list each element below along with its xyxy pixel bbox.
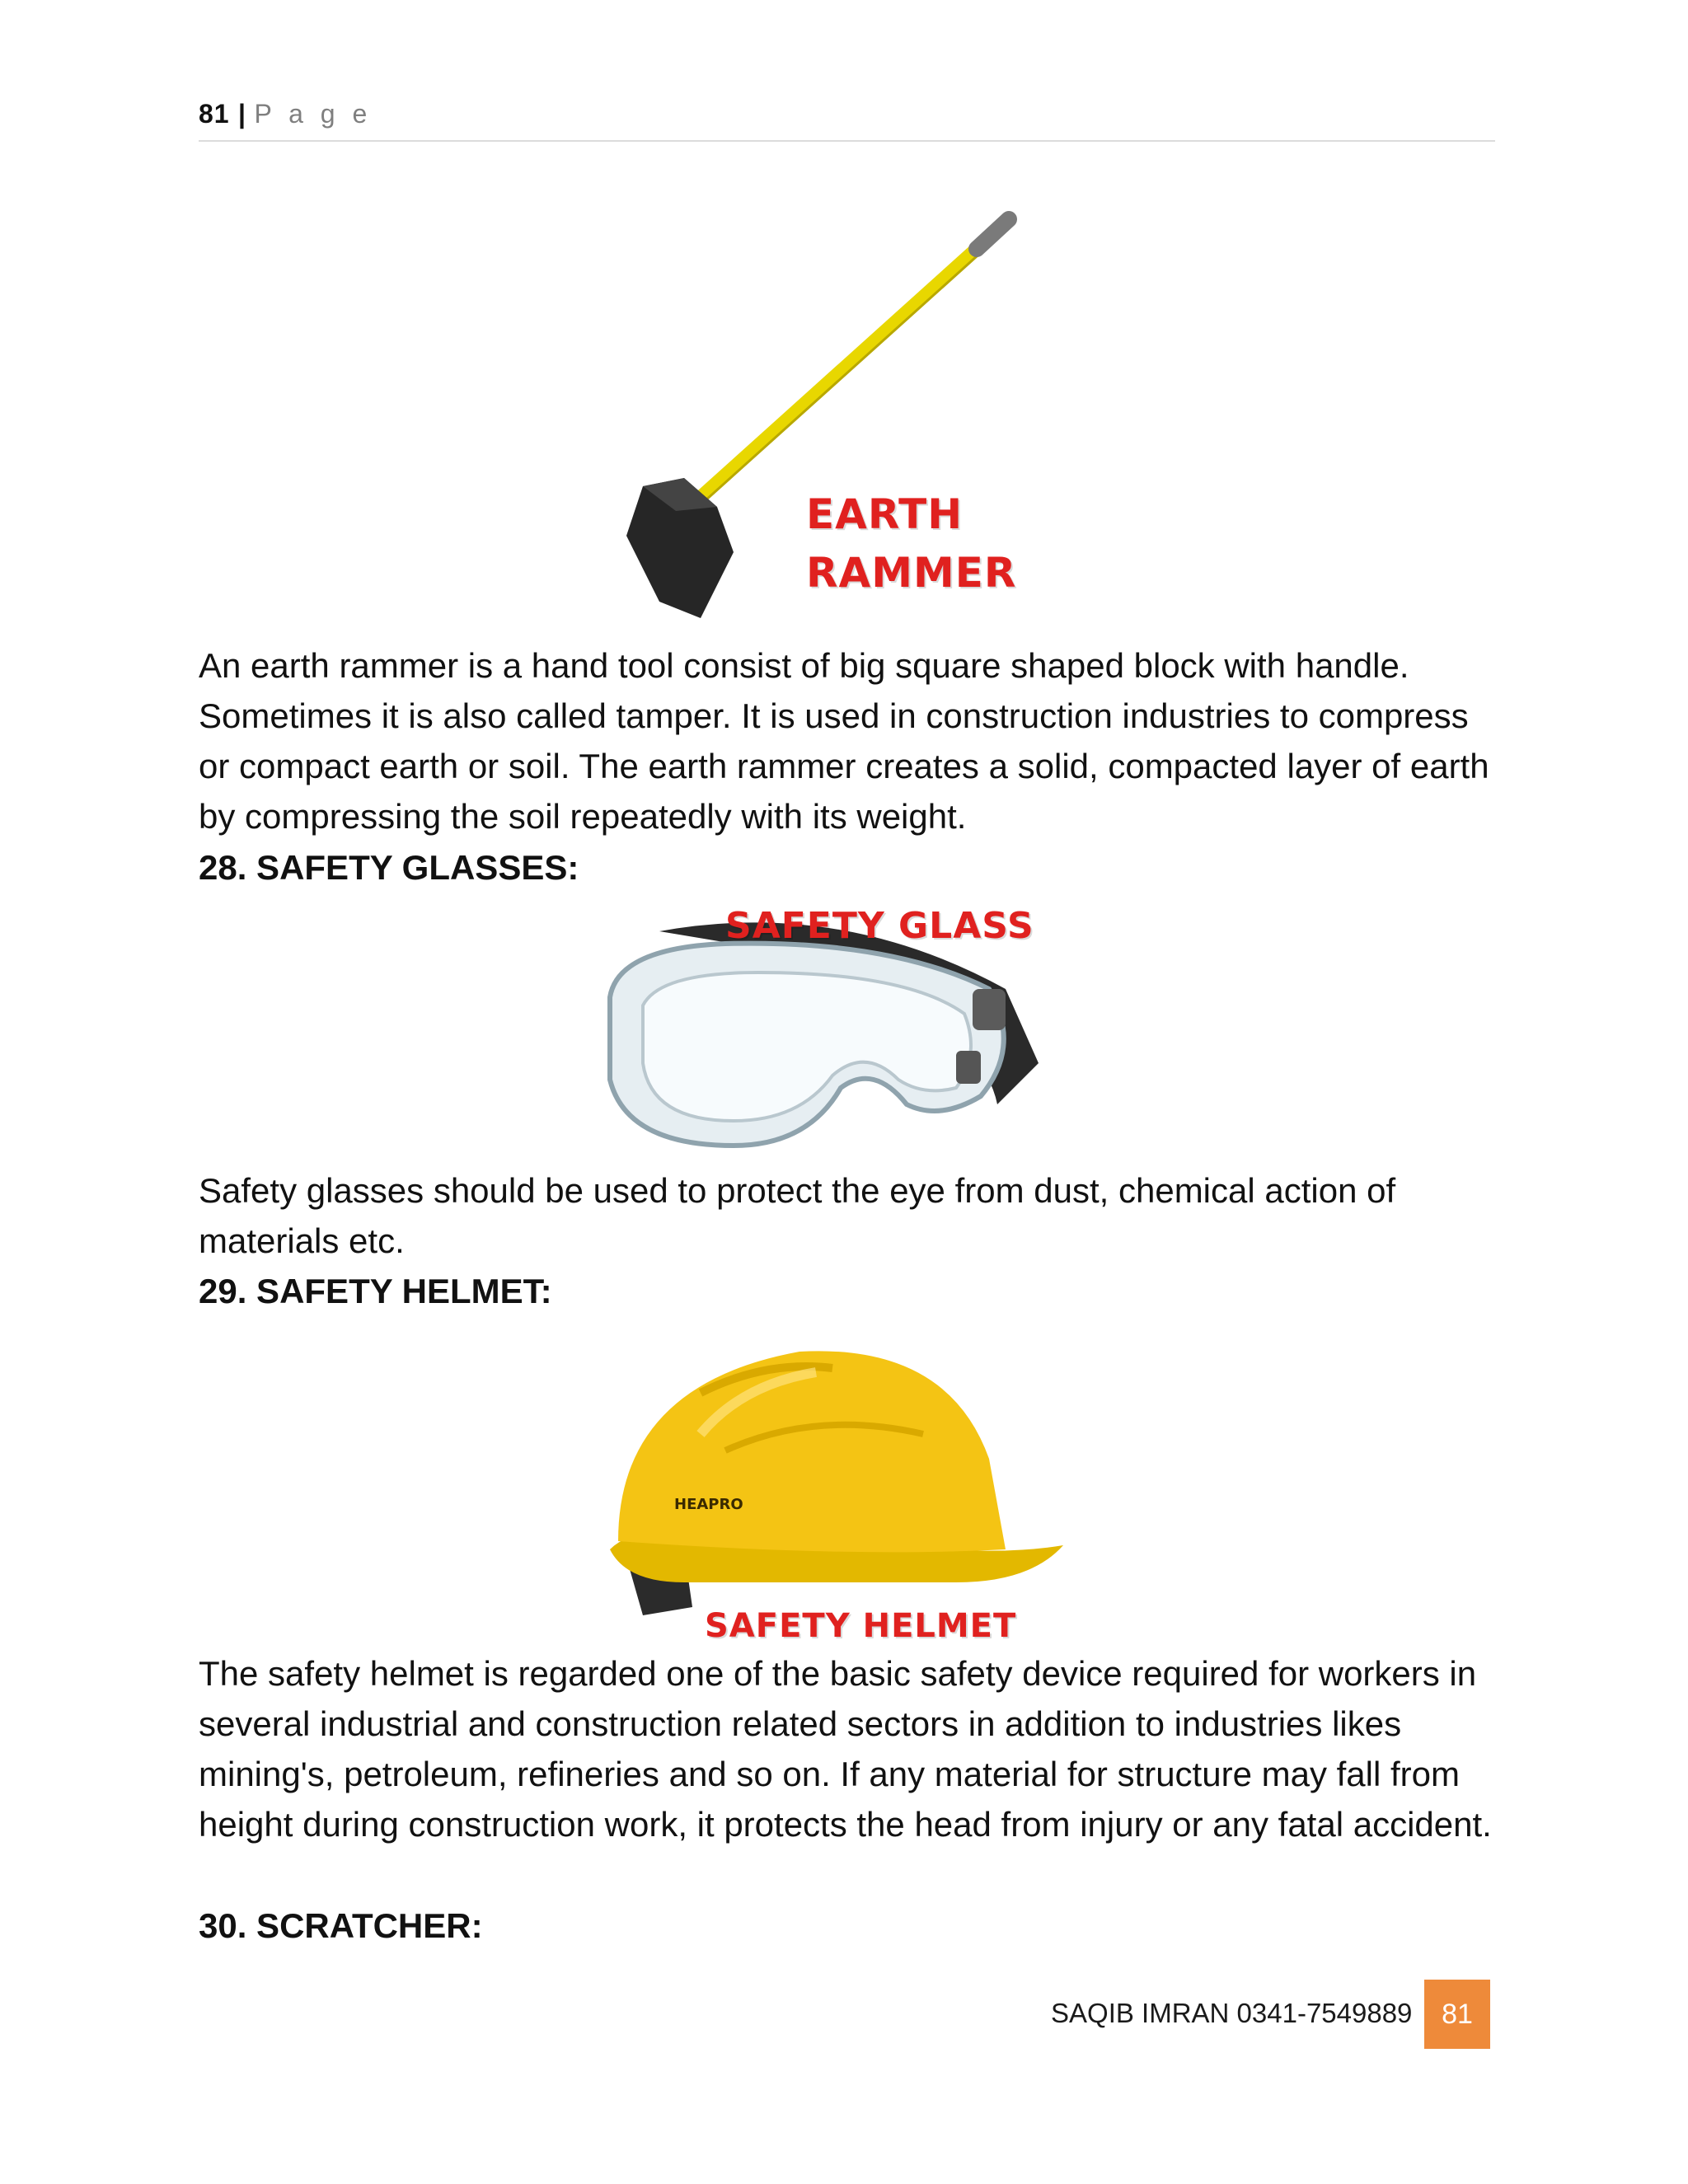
safety-glass-label: SAFETY GLASS	[725, 905, 1034, 947]
heading-safety-helmet: 29. SAFETY HELMET:	[199, 1272, 552, 1310]
earth-rammer-label-line1: EARTH	[806, 490, 964, 538]
safety-helmet-image	[602, 1335, 1063, 1632]
helmet-brand: HEAPRO	[674, 1496, 743, 1513]
helmet-illustration	[602, 1335, 1063, 1632]
heading-scratcher: 30. SCRATCHER:	[199, 1906, 483, 1945]
paragraph-earth-rammer: An earth rammer is a hand tool consist of big square shaped block with handle. Sometimes it is also called tamper. It is used in construction industries to compress or compact earth or soil. The earth rammer creates a solid, compacted layer of earth by compressing the soil repeatedly with its weight.	[199, 646, 1489, 836]
footer-author: SAQIB IMRAN 0341-7549889	[1051, 1998, 1413, 2028]
header-separator: |	[238, 99, 246, 129]
footer-page-number: 81	[1424, 1980, 1490, 2049]
paragraph-safety-helmet: The safety helmet is regarded one of the basic safety device required for workers in several industrial and construction related sectors in addition to industries likes mining's, petroleum, refineries and so on. If any material for structure may fall from height during construction work, it protects the head from injury or any fatal accident.	[199, 1654, 1492, 1844]
paragraph-safety-glasses: Safety glasses should be used to protect the eye from dust, chemical action of materials etc.	[199, 1171, 1396, 1260]
header-page-number: 81	[199, 99, 230, 129]
page-header	[199, 99, 1495, 142]
earth-rammer-label-line2: RAMMER	[806, 549, 1017, 597]
safety-helmet-label: SAFETY HELMET	[705, 1607, 1017, 1645]
heading-safety-glasses: 28. SAFETY GLASSES:	[199, 848, 579, 887]
header-page-word: P a g e	[254, 99, 373, 129]
